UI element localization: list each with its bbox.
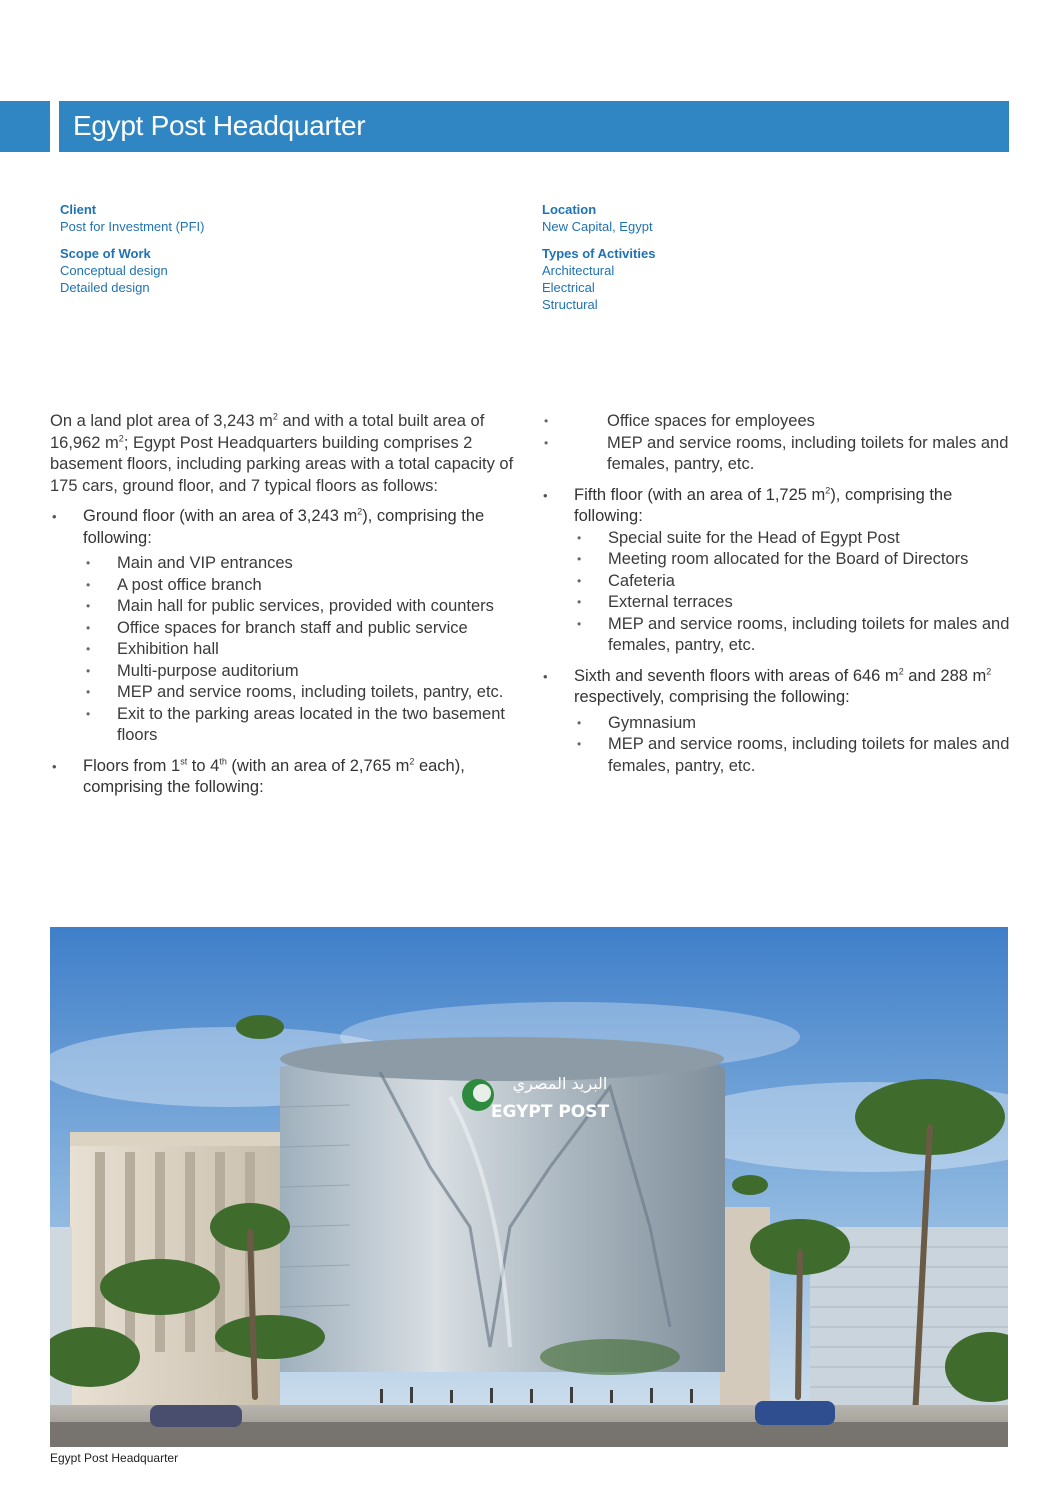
client-value: Post for Investment (PFI) — [60, 219, 205, 234]
fifth-floor-section — [541, 485, 1011, 657]
list-item: • Office spaces for employees — [541, 411, 1011, 433]
floors-1-4-items — [541, 411, 1011, 476]
floor-list-continued — [541, 485, 1011, 778]
sixth-seventh-section — [541, 666, 1011, 778]
sixth-seventh-items — [574, 713, 1011, 778]
meta-right — [542, 201, 655, 313]
scope-value: Detailed design — [60, 280, 150, 295]
list-item: • MEP and service rooms, including toilets for males and females, pantry, etc. — [574, 734, 1011, 777]
ground-floor-section — [50, 506, 520, 747]
scope-label: Scope of Work — [60, 246, 151, 261]
sign-arabic: البريد المصري — [512, 1074, 608, 1093]
location-label: Location — [542, 202, 597, 217]
fifth-floor-heading: Fifth floor (with an area of 1,725 $m^2$), comprising the following: — [574, 485, 953, 525]
activity-value: Electrical — [542, 280, 595, 295]
photo-caption: Egypt Post Headquarter — [50, 1451, 179, 1465]
list-item: • Multi-purpose auditorium — [83, 661, 520, 683]
meta-left — [60, 201, 205, 296]
list-item: • Special suite for the Head of Egypt Post — [574, 528, 1011, 550]
page-title: Egypt Post Headquarter — [73, 110, 366, 141]
list-item: • Meeting room allocated for the Board of Directors — [574, 549, 1011, 571]
list-item: • External terraces — [574, 592, 1011, 614]
scope-value: Conceptual design — [60, 263, 168, 278]
activity-value: Structural — [542, 297, 598, 312]
header-accent-block — [0, 101, 50, 152]
list-item: • MEP and service rooms, including toilets for males and females, pantry, etc. — [541, 433, 1011, 476]
list-item: • Exit to the parking areas located in the two basement floors — [83, 704, 520, 747]
left-column — [50, 411, 520, 808]
list-item: • MEP and service rooms, including toilets for males and females, pantry, etc. — [574, 614, 1011, 657]
right-column — [541, 411, 1011, 786]
sign-latin: EGYPT POST — [490, 1102, 610, 1122]
ground-floor-heading: Ground floor (with an area of 3,243 $m^2$), comprising the following: — [83, 506, 485, 547]
fifth-floor-items — [574, 528, 1011, 657]
list-item: • Main and VIP entrances — [83, 553, 520, 575]
ground-floor-items — [83, 553, 520, 747]
list-item: • Main hall for public services, provided with counters — [83, 596, 520, 618]
location-value: New Capital, Egypt — [542, 219, 653, 234]
list-item: • Exhibition hall — [83, 639, 520, 661]
list-item: • A post office branch — [83, 575, 520, 597]
sixth-seventh-heading: Sixth and seventh floors with areas of 646 $m^2$ and 288 $m^2$ respectively, comprising the following: — [574, 666, 992, 706]
activity-value: Architectural — [542, 263, 615, 278]
list-item: • Gymnasium — [574, 713, 1011, 735]
activities-label: Types of Activities — [542, 246, 656, 261]
intro-paragraph: On a land plot area of 3,243 $m^2$ and with a total built area of 16,962 $m^2$; Egypt Post Headquarters building comprises 2 basement floors, including parking areas with a total capacity of 175 cars, ground floor, and 7 typical floors as follows: — [50, 411, 514, 495]
floor-list — [50, 506, 520, 799]
building-rendering — [50, 927, 1008, 1447]
header-band — [59, 101, 1009, 152]
floors-1-4-heading: Floors from 1st to 4th (with an area of 2,765 $m^2$ each), comprising the following: — [83, 756, 465, 796]
client-label: Client — [60, 202, 97, 217]
list-item: • Cafeteria — [574, 571, 1011, 593]
list-item: • MEP and service rooms, including toilets, pantry, etc. — [83, 682, 520, 704]
list-item: • Office spaces for branch staff and public service — [83, 618, 520, 640]
floors-1-4-section — [50, 756, 520, 799]
